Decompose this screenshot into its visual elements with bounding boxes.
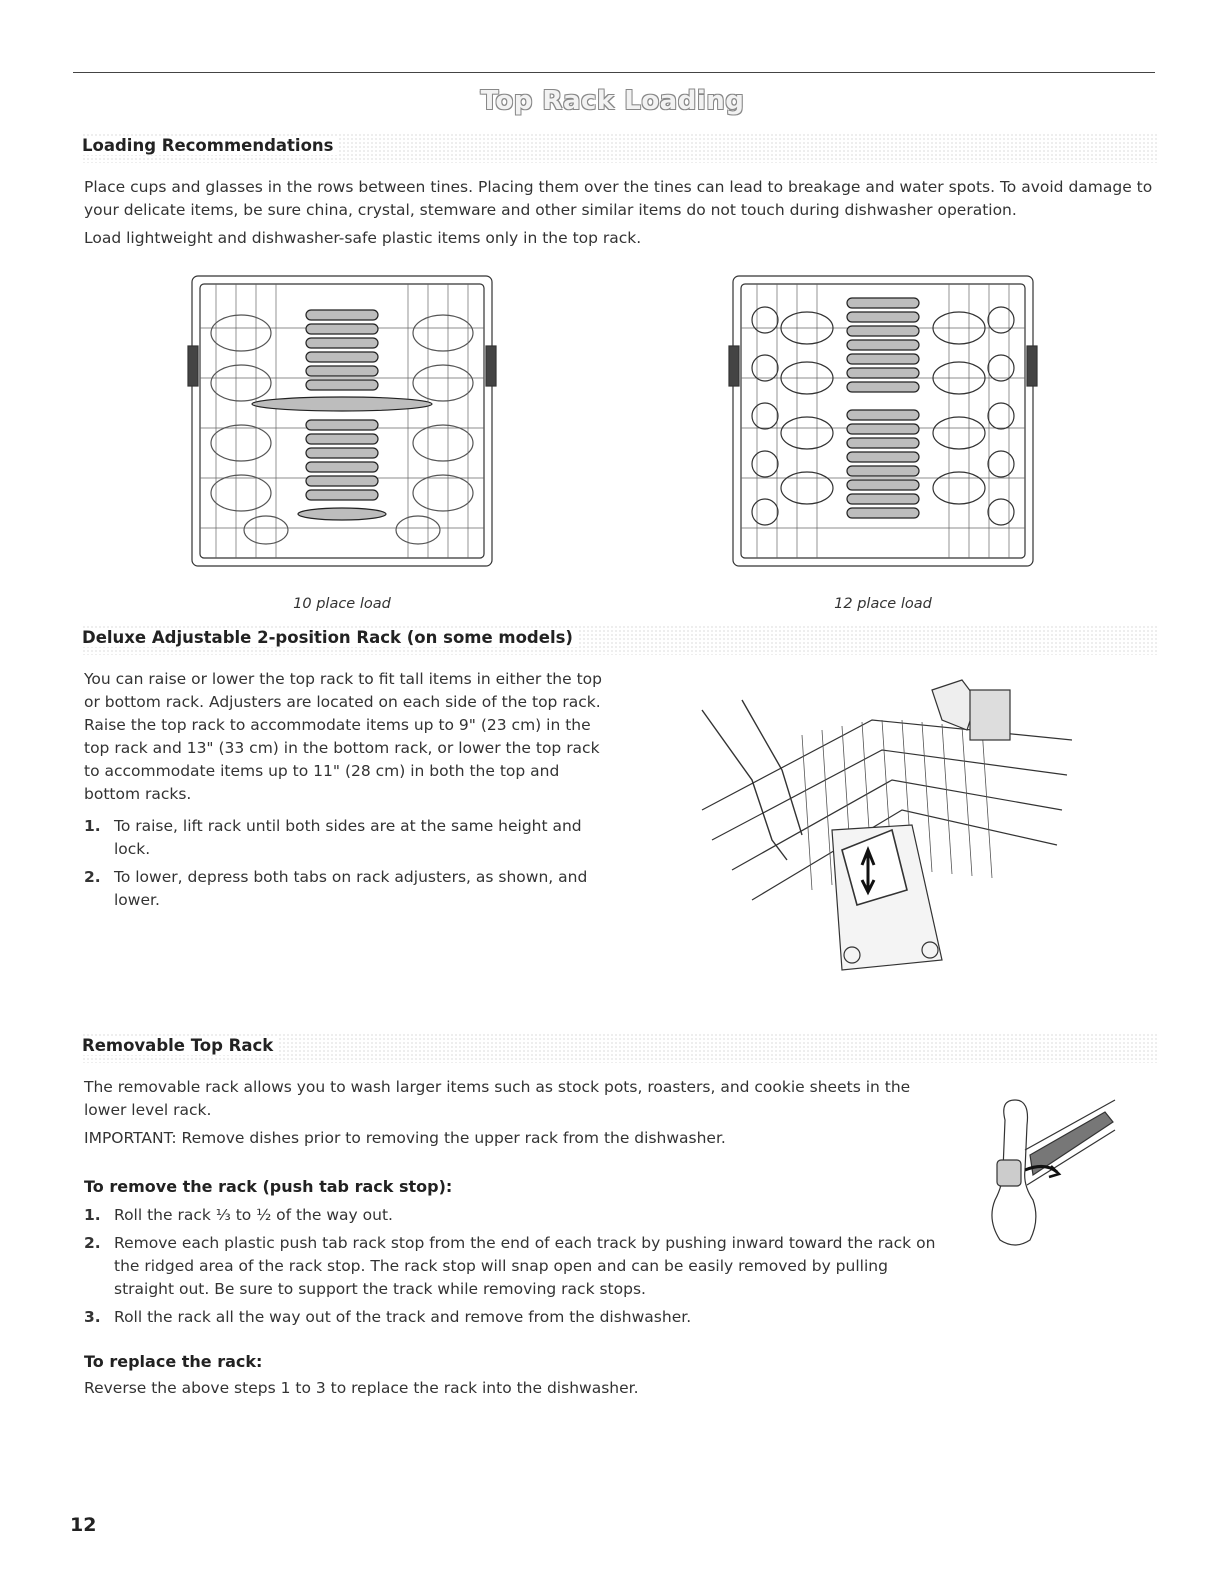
rack-stop-illustration [975,1090,1125,1250]
step-text: Remove each plastic push tab rack stop from the end of each track by pushing inward toward the rack on the ridged area of the rack stop. The rack stop will snap open and can be easily removed by pulling straight out. Be sure to support the track while removing rack stops. [114,1234,936,1298]
remove-step-3 [84,1306,944,1329]
step-text: To lower, depress both tabs on rack adjusters, as shown, and lower. [114,868,588,909]
top-rule [73,72,1155,73]
step-text: Roll the rack all the way out of the track and remove from the dishwasher. [114,1308,692,1326]
replace-rack-heading: To replace the rack: [84,1352,263,1371]
step-number: 2. [84,1234,101,1252]
replace-rack-text: Reverse the above steps 1 to 3 to replace the rack into the dishwasher. [84,1379,639,1397]
important-label: IMPORTANT: [84,1129,177,1147]
important-text: Remove dishes prior to removing the upper rack from the dishwasher. [181,1129,726,1147]
page-title: Top Rack Loading [480,86,745,116]
remove-step-2 [84,1232,944,1301]
caption-twelve-place-load: 12 place load [834,596,932,612]
step-text: Roll the rack ⅓ to ½ of the way out. [114,1206,393,1224]
step-number: 1. [84,1206,101,1224]
remove-step-1 [84,1204,944,1227]
step-number: 3. [84,1308,101,1326]
deluxe-step-2 [84,866,604,912]
rack-adjuster-illustration [692,660,1072,990]
page-number: 12 [70,1514,97,1536]
section-heading-removable: Removable Top Rack [82,1036,279,1055]
step-text: To raise, lift rack until both sides are at the same height and lock. [114,817,582,858]
loading-paragraph-2: Load lightweight and dishwasher-safe plastic items only in the top rack. [84,229,642,247]
remove-rack-heading: To remove the rack (push tab rack stop): [84,1177,453,1196]
deluxe-paragraph: You can raise or lower the top rack to fit tall items in either the top or bottom rack. Adjusters are located on each side of the top rack. Raise the top rack to accommodate items up to 9" (23 cm) in the top rack and 13" (33 cm) in the bottom rack, or lower the top rack to accommodate items up to 11" (28 cm) in both the top and bottom racks. [84,670,602,803]
section-band-deluxe [82,625,1157,655]
loading-text [84,176,1156,250]
deluxe-step-1 [84,815,604,861]
twelve-place-load-illustration [727,268,1039,580]
loading-paragraph-1: Place cups and glasses in the rows between tines. Placing them over the tines can lead to breakage and water spots. To avoid damage to your delicate items, be sure china, crystal, stemware and other similar items do not touch during dishwasher operation. [84,178,1153,219]
removable-text [84,1076,954,1150]
step-number: 1. [84,817,101,835]
section-heading-deluxe: Deluxe Adjustable 2-position Rack (on some models) [82,628,579,647]
removable-paragraph: The removable rack allows you to wash larger items such as stock pots, roasters, and cookie sheets in the lower level rack. [84,1078,911,1119]
step-number: 2. [84,868,101,886]
section-band-loading [82,133,1157,163]
ten-place-load-illustration [186,268,498,580]
deluxe-steps [84,815,604,917]
remove-rack-steps [84,1204,944,1334]
section-heading-loading: Loading Recommendations [82,136,339,155]
caption-ten-place-load: 10 place load [293,596,391,612]
section-band-removable [82,1033,1157,1063]
